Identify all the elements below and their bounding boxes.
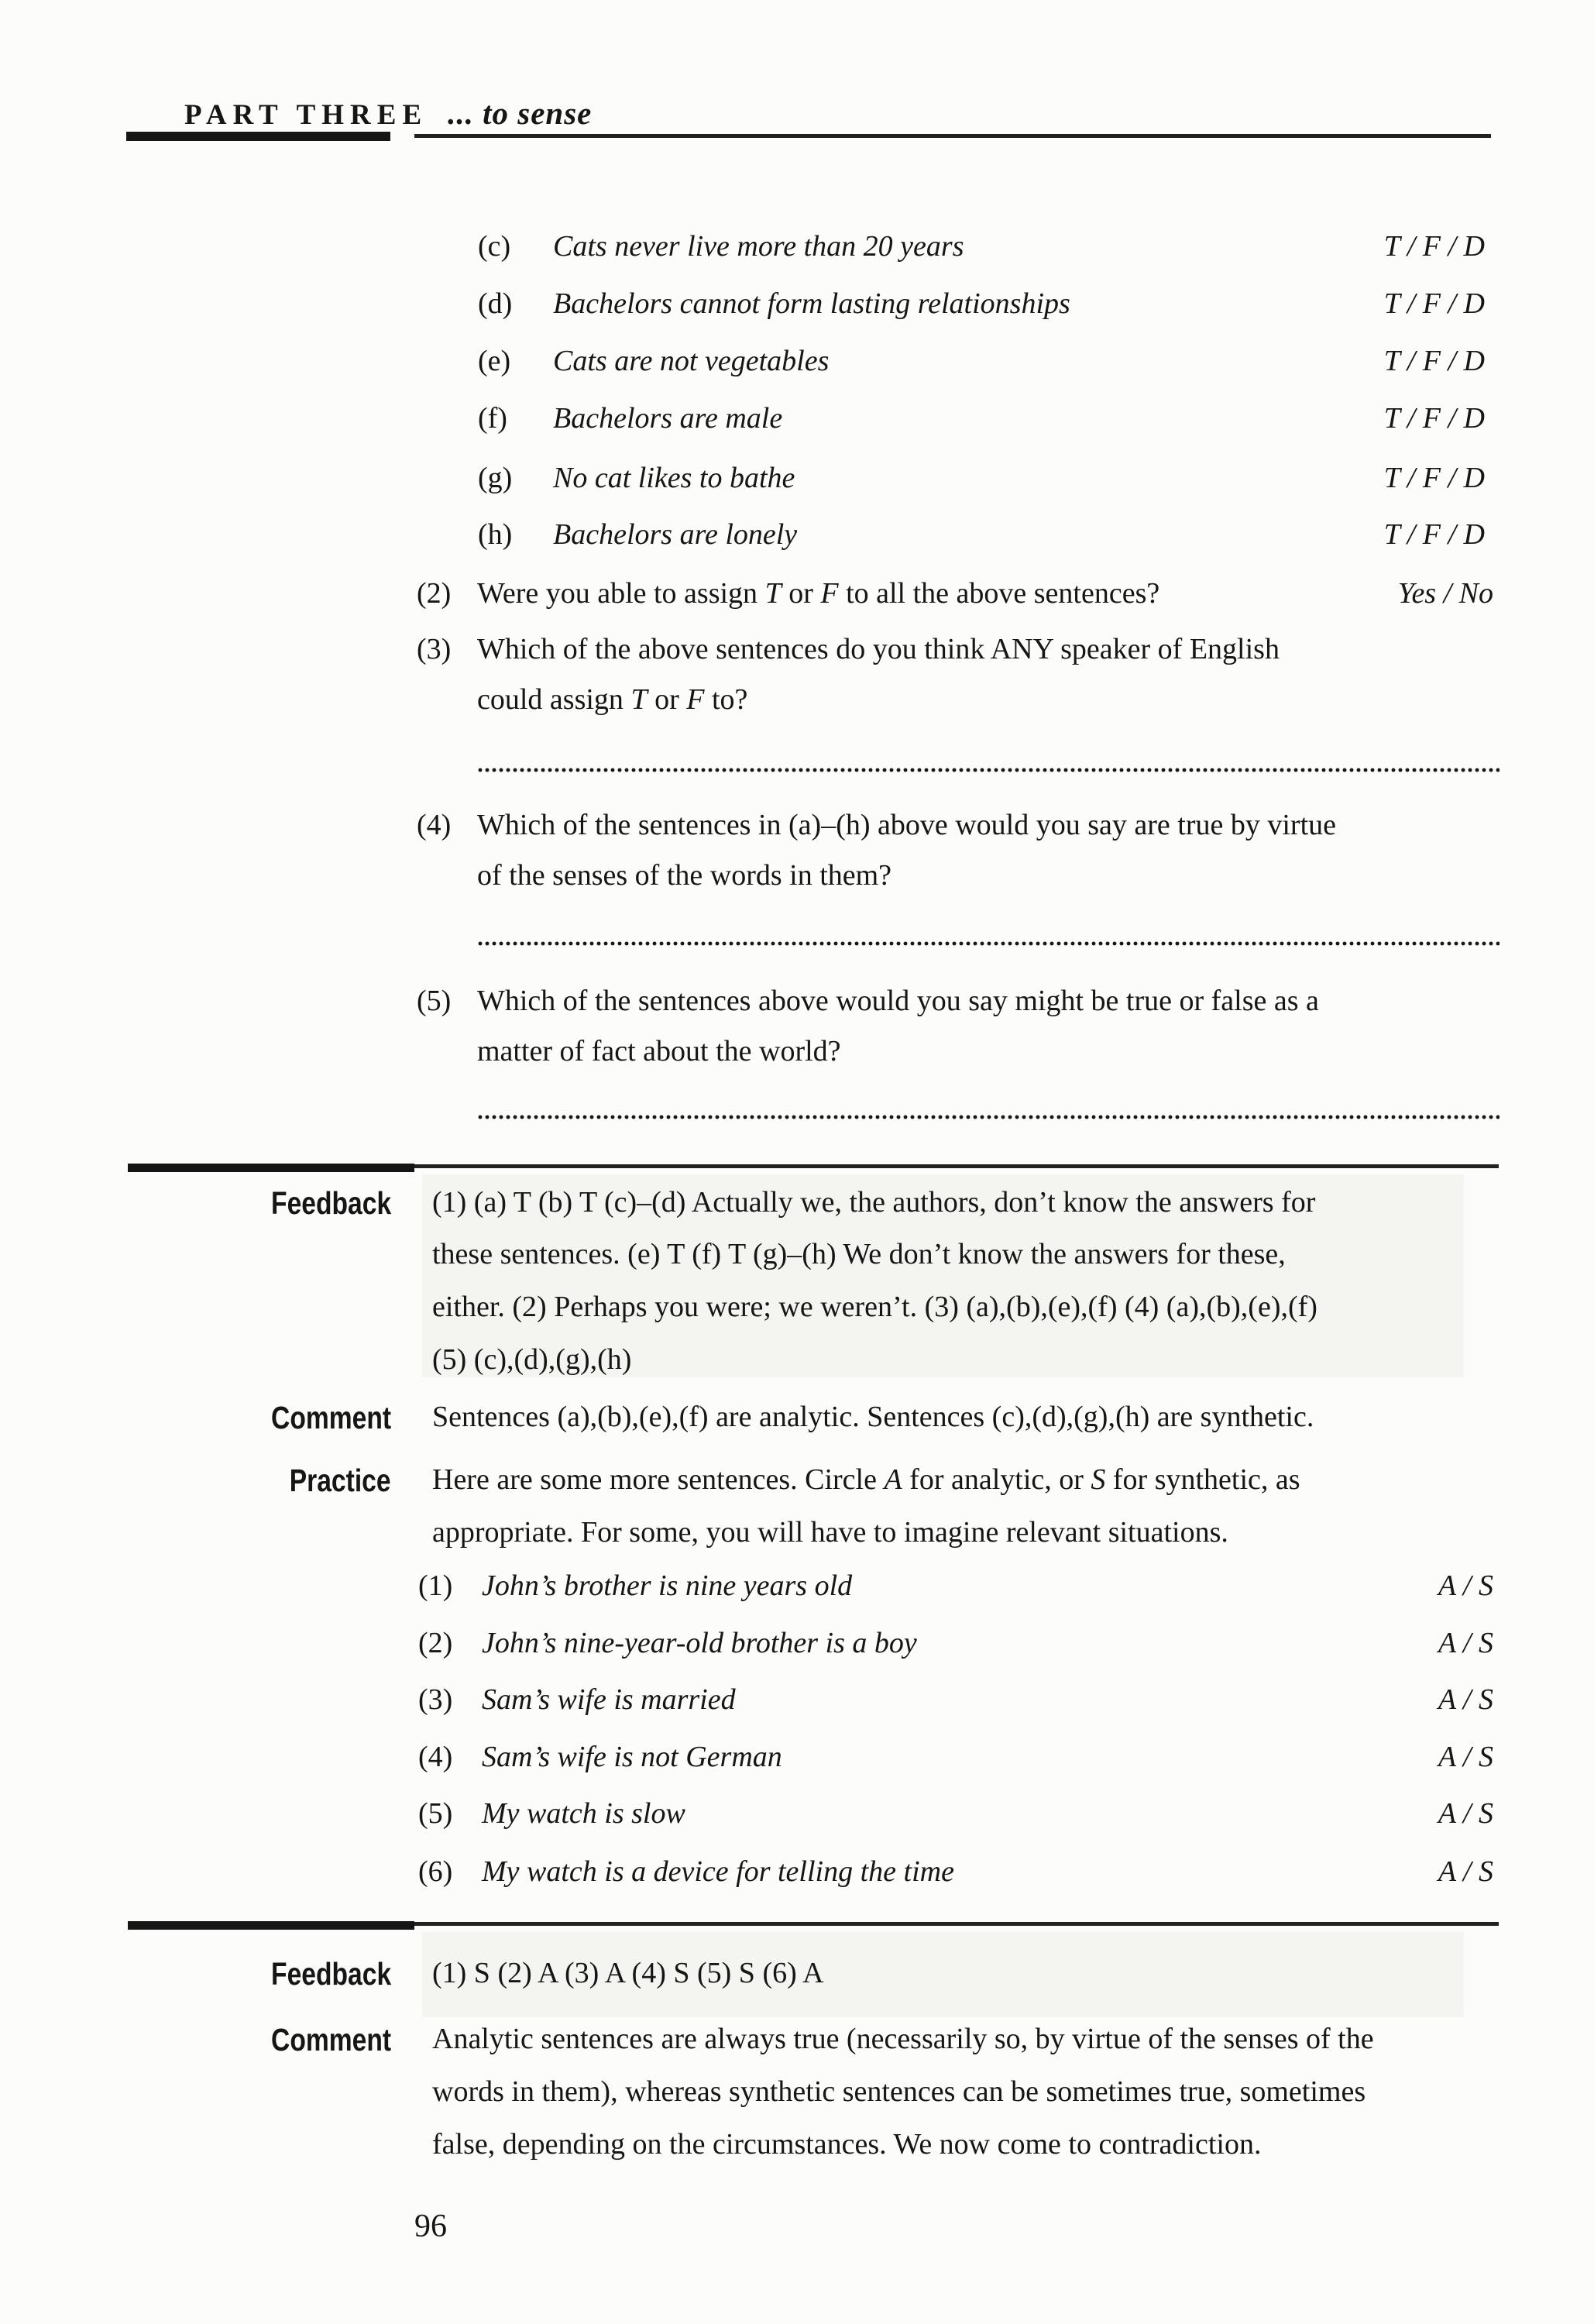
item-options-as: A / S (1438, 1855, 1493, 1888)
answer-line (477, 1114, 1500, 1121)
item-options-as: A / S (1438, 1627, 1493, 1659)
practice-intro-line1: Here are some more sentences. Circle A for analytic, or S for synthetic, as (432, 1463, 1300, 1496)
question-number: (2) (417, 577, 452, 610)
question-number: (5) (417, 985, 452, 1017)
question-text: of the senses of the words in them? (477, 859, 892, 892)
practice-item-1 (0, 1569, 1594, 1612)
question-4-line1 (0, 808, 1594, 851)
practice-item-5 (0, 1796, 1594, 1840)
exercise-item-e (0, 344, 1594, 387)
item-options-as: A / S (1438, 1741, 1493, 1773)
practice-intro-line2: appropriate. For some, you will have to imagine relevant situations. (432, 1516, 1228, 1549)
question-3-line1 (0, 632, 1594, 676)
exercise-item-d (0, 287, 1594, 330)
item-sentence: Cats are not vegetables (553, 345, 830, 377)
section-label: ... to sense (448, 95, 593, 131)
feedback-line: these sentences. (e) T (f) T (g)–(h) We don’t know the answers for these, (432, 1238, 1286, 1270)
question-options-yesno: Yes / No (1397, 577, 1493, 610)
exercise-item-h (0, 517, 1594, 561)
item-options-tfd: T / F / D (1383, 230, 1485, 263)
item-options-tfd: T / F / D (1383, 518, 1485, 551)
question-4-line2 (0, 858, 1594, 902)
feedback-line: (1) (a) T (b) T (c)–(d) Actually we, the authors, don’t know the answers for (432, 1186, 1316, 1219)
item-sentence: Cats never live more than 20 years (553, 230, 964, 263)
item-number: (5) (418, 1797, 453, 1830)
item-sentence: John’s brother is nine years old (482, 1569, 853, 1602)
question-text: Which of the sentences above would you say might be true or false as a (477, 985, 1319, 1017)
practice-item-6 (0, 1855, 1594, 1898)
item-sentence: Bachelors are male (553, 402, 783, 435)
item-number: (4) (418, 1741, 453, 1773)
question-number: (4) (417, 809, 452, 841)
feedback-text: (1) S (2) A (3) A (4) S (5) S (6) A (432, 1957, 824, 1989)
exercise-item-f (0, 401, 1594, 445)
item-options-as: A / S (1438, 1569, 1493, 1602)
feedback-line: either. (2) Perhaps you were; we weren’t. (3) (a),(b),(e),(f) (4) (a),(b),(e),(f) (432, 1291, 1317, 1323)
item-number: (2) (418, 1627, 453, 1659)
answer-line (477, 767, 1500, 774)
practice-label: Practice (290, 1463, 391, 1498)
section-rule (128, 1164, 414, 1172)
feedback-line: (5) (c),(d),(g),(h) (432, 1343, 632, 1376)
item-sentence: John’s nine-year-old brother is a boy (482, 1627, 917, 1659)
item-number: (g) (478, 462, 513, 494)
item-options-as: A / S (1438, 1797, 1493, 1830)
comment-label: Comment (270, 2022, 391, 2058)
comment-line: words in them), whereas synthetic sentences can be sometimes true, sometimes (432, 2075, 1366, 2108)
feedback-label: Feedback (270, 1956, 391, 1992)
comment-text: Sentences (a),(b),(e),(f) are analytic. Sentences (c),(d),(g),(h) are synthetic. (432, 1401, 1314, 1433)
item-number: (6) (418, 1855, 453, 1888)
practice-item-4 (0, 1740, 1594, 1783)
item-number: (3) (418, 1683, 453, 1716)
item-number: (c) (478, 230, 511, 263)
item-number: (d) (478, 287, 513, 320)
question-text: could assign T or F to? (477, 683, 748, 716)
section-rule (128, 1921, 414, 1930)
item-sentence: My watch is slow (482, 1797, 685, 1830)
section-rule (414, 1164, 1499, 1168)
question-2 (0, 576, 1594, 620)
item-sentence: Sam’s wife is married (482, 1683, 736, 1716)
item-sentence: Bachelors cannot form lasting relationships (553, 287, 1070, 320)
item-options-tfd: T / F / D (1383, 462, 1485, 494)
header-rule-thin (414, 134, 1491, 138)
item-sentence: No cat likes to bathe (553, 462, 795, 494)
comment-line: false, depending on the circumstances. We now come to contradiction. (432, 2128, 1262, 2161)
question-text: matter of fact about the world? (477, 1035, 841, 1067)
item-number: (e) (478, 345, 511, 377)
item-options-tfd: T / F / D (1383, 287, 1485, 320)
comment-label: Comment (270, 1400, 391, 1435)
comment-line: Analytic sentences are always true (necessarily so, by virtue of the senses of the (432, 2023, 1374, 2055)
question-3-line2 (0, 682, 1594, 726)
question-text: Were you able to assign T or F to all the above sentences? (477, 577, 1160, 610)
item-sentence: Sam’s wife is not German (482, 1741, 782, 1773)
item-options-as: A / S (1438, 1683, 1493, 1716)
page-number: 96 (414, 2209, 447, 2244)
practice-item-2 (0, 1626, 1594, 1669)
question-number: (3) (417, 633, 452, 665)
item-number: (h) (478, 518, 513, 551)
question-5-line2 (0, 1034, 1594, 1078)
running-head (184, 95, 592, 132)
item-options-tfd: T / F / D (1383, 345, 1485, 377)
item-number: (f) (478, 402, 507, 435)
answer-line (477, 940, 1500, 947)
exercise-item-g (0, 461, 1594, 504)
header-rule-thick (126, 132, 390, 141)
item-sentence: Bachelors are lonely (553, 518, 798, 551)
item-sentence: My watch is a device for telling the time (482, 1855, 954, 1888)
question-text: Which of the above sentences do you think ANY speaker of English (477, 633, 1280, 665)
part-label: PART THREE (184, 99, 428, 131)
feedback-label: Feedback (270, 1185, 391, 1221)
exercise-item-c (0, 229, 1594, 273)
item-options-tfd: T / F / D (1383, 402, 1485, 435)
practice-item-3 (0, 1683, 1594, 1726)
item-number: (1) (418, 1569, 453, 1602)
section-rule (414, 1922, 1499, 1926)
question-text: Which of the sentences in (a)–(h) above would you say are true by virtue (477, 809, 1336, 841)
question-5-line1 (0, 984, 1594, 1027)
